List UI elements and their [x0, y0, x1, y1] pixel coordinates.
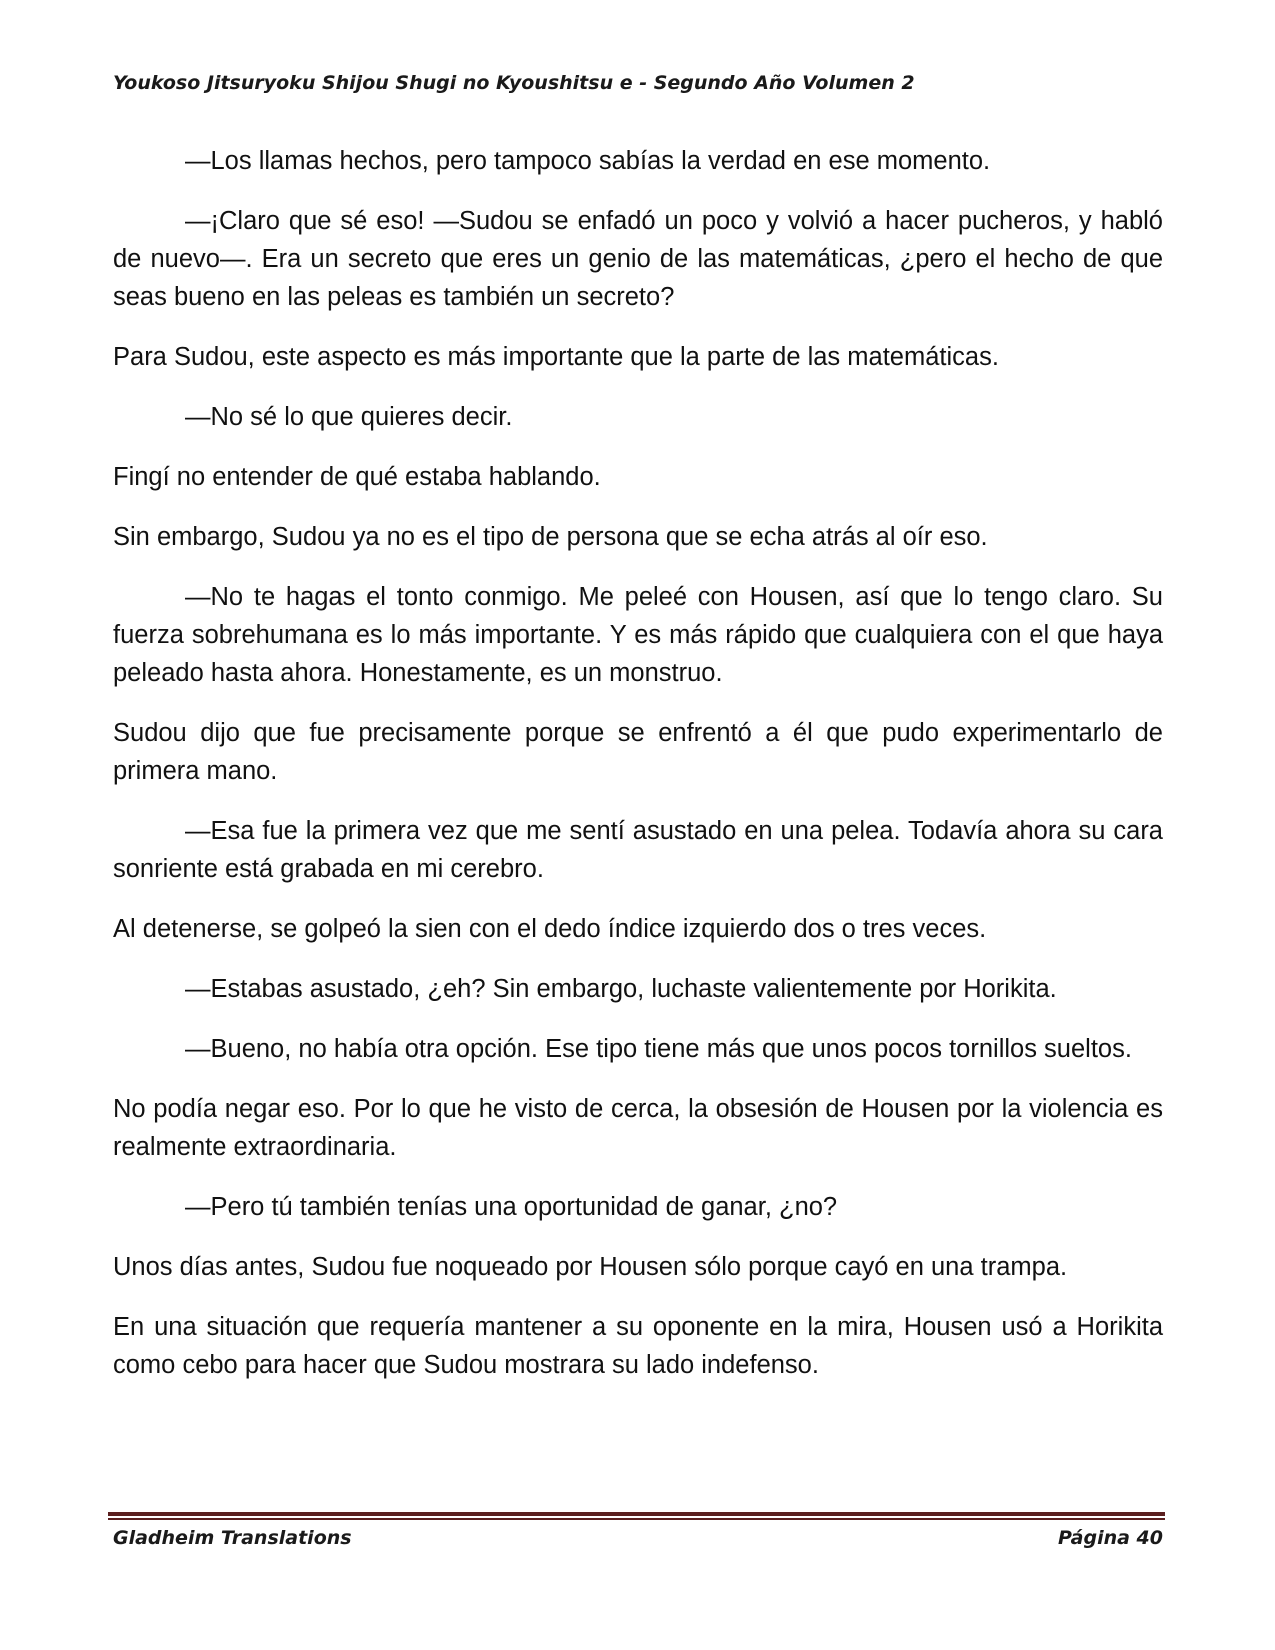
- paragraph-narration: Para Sudou, este aspecto es más importante que la parte de las matemáticas.: [113, 343, 999, 371]
- paragraph-dialogue: —¡Claro que sé eso! —Sudou se enfadó un poco y volvió a hacer pucheros, y habló de nuevo—. Era un secreto que eres un genio de las matemáticas, ¿pero el hecho de que seas bueno en las peleas es también un secreto?: [113, 207, 1163, 311]
- footer-divider: [108, 1512, 1165, 1520]
- body-text: [113, 142, 1163, 1406]
- footer-credit: Gladheim Translations: [113, 1527, 352, 1549]
- page-header: Youkoso Jitsuryoku Shijou Shugi no Kyoushitsu e - Segundo Año Volumen 2: [113, 72, 915, 94]
- paragraph-narration: Al detenerse, se golpeó la sien con el dedo índice izquierdo dos o tres veces.: [113, 915, 987, 943]
- paragraph-narration: Unos días antes, Sudou fue noqueado por Housen sólo porque cayó en una trampa.: [113, 1253, 1068, 1281]
- paragraph-dialogue: —Estabas asustado, ¿eh? Sin embargo, luchaste valientemente por Horikita.: [185, 975, 1057, 1003]
- paragraph-narration: Sin embargo, Sudou ya no es el tipo de persona que se echa atrás al oír eso.: [113, 523, 988, 551]
- paragraph-dialogue: —No te hagas el tonto conmigo. Me peleé con Housen, así que lo tengo claro. Su fuerza sobrehumana es lo más importante. Y es más rápido que cualquiera con el que haya peleado hasta ahora. Honestamente, es un monstruo.: [113, 583, 1163, 687]
- paragraph-dialogue: —Bueno, no había otra opción. Ese tipo tiene más que unos pocos tornillos sueltos.: [185, 1035, 1132, 1063]
- paragraph-narration: No podía negar eso. Por lo que he visto de cerca, la obsesión de Housen por la violencia es realmente extraordinaria.: [113, 1095, 1163, 1161]
- paragraph-narration: Sudou dijo que fue precisamente porque se enfrentó a él que pudo experimentarlo de primera mano.: [113, 719, 1163, 785]
- page-number: Página 40: [1057, 1527, 1163, 1549]
- paragraph-narration: Fingí no entender de qué estaba hablando.: [113, 463, 601, 491]
- paragraph-narration: En una situación que requería mantener a su oponente en la mira, Housen usó a Horikita como cebo para hacer que Sudou mostrara su lado indefenso.: [113, 1313, 1163, 1379]
- footer-divider-thin: [108, 1518, 1165, 1520]
- paragraph-dialogue: —No sé lo que quieres decir.: [185, 403, 513, 431]
- paragraph-dialogue: —Esa fue la primera vez que me sentí asustado en una pelea. Todavía ahora su cara sonriente está grabada en mi cerebro.: [113, 817, 1163, 883]
- paragraph-dialogue: —Pero tú también tenías una oportunidad de ganar, ¿no?: [185, 1193, 838, 1221]
- paragraph-dialogue: —Los llamas hechos, pero tampoco sabías la verdad en ese momento.: [185, 147, 991, 175]
